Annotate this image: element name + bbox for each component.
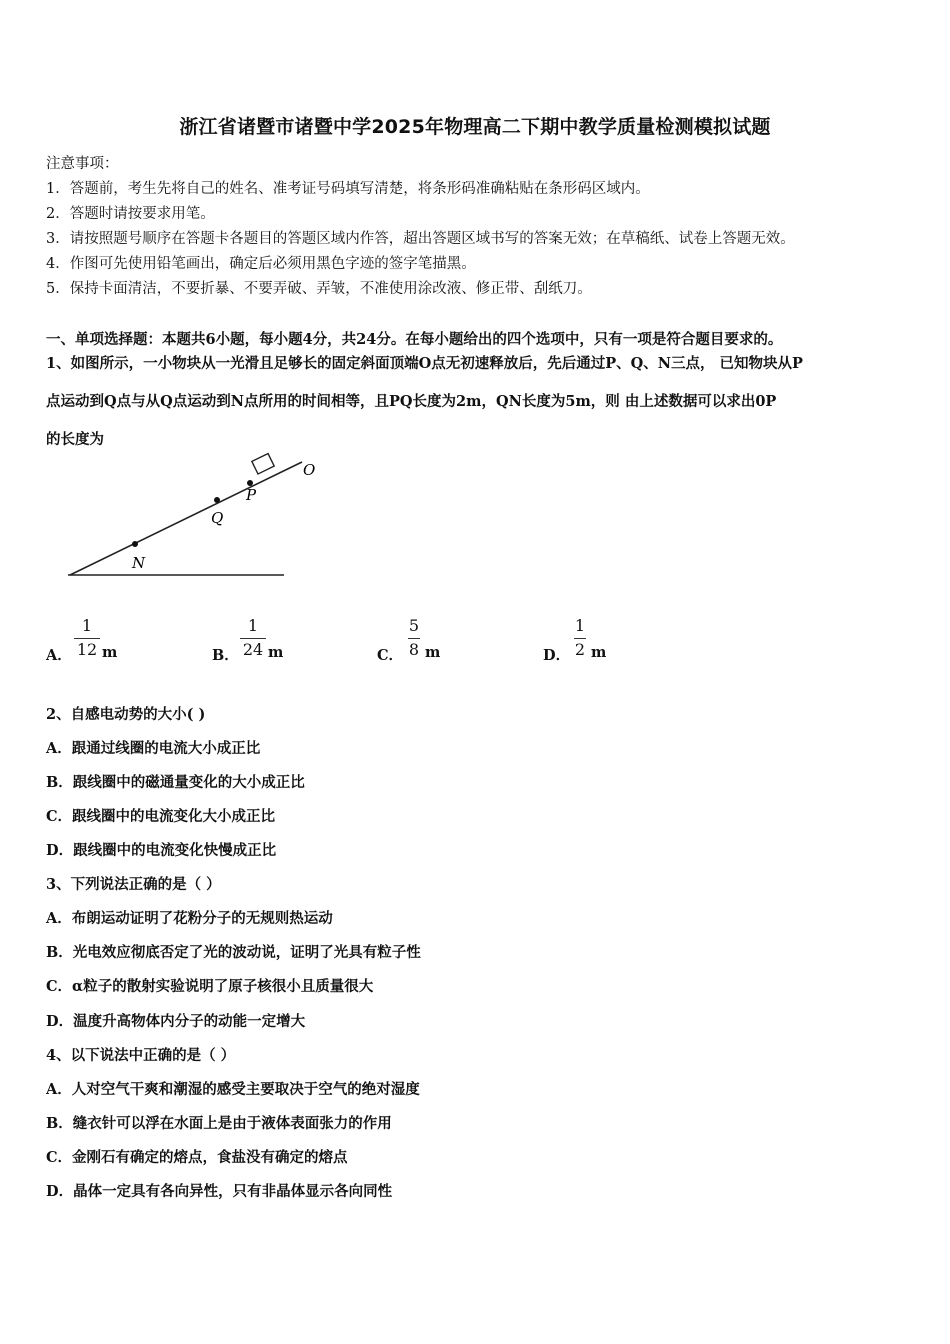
q1-stem-line: 点运动到Q点与从Q点运动到N点所用的时间相等，且PQ长度为2m，QN长度为5m，则 由上述数据可以求出0P — [46, 393, 777, 410]
notes-heading: 注意事项： — [46, 156, 119, 172]
q2-stem: 2、自感电动势的大小( ) — [46, 706, 206, 723]
q3-option-d[interactable]: D．温度升高物体内分子的动能一定增大 — [46, 1013, 306, 1030]
point-q — [214, 497, 220, 503]
q4-option-d[interactable]: D．晶体一定具有各向异性，只有非晶体显示各向同性 — [46, 1183, 393, 1200]
label-o: O — [303, 461, 316, 479]
q3-option-a[interactable]: A．布朗运动证明了花粉分子的无规则热运动 — [46, 910, 333, 927]
q3-stem: 3、下列说法正确的是（ ） — [46, 876, 221, 893]
q4-option-b[interactable]: B．缝衣针可以浮在水面上是由于液体表面张力的作用 — [46, 1115, 392, 1132]
option-letter: B． — [212, 647, 239, 664]
note-item: 3．请按照题号顺序在答题卡各题目的答题区域内作答，超出答题区域书写的答案无效；在草稿纸、试卷上答题无效。 — [46, 231, 795, 247]
option-letter: D． — [543, 647, 571, 664]
option-unit: m — [268, 644, 284, 661]
option-fraction: 1 12 — [74, 616, 100, 660]
option-unit: m — [425, 644, 441, 661]
option-letter: C． — [377, 647, 404, 664]
q1-stem-line: 1、如图所示，一小物块从一光滑且足够长的固定斜面顶端O点无初速释放后，先后通过P、Q、N三点， 已知物块从P — [46, 355, 803, 372]
q2-option-d[interactable]: D．跟线圈中的电流变化快慢成正比 — [46, 842, 277, 859]
option-unit: m — [102, 644, 118, 661]
note-item: 1．答题前，考生先将自己的姓名、准考证号码填写清楚，将条形码准确粘贴在条形码区域内。 — [46, 181, 650, 197]
q2-option-b[interactable]: B．跟线圈中的磁通量变化的大小成正比 — [46, 774, 305, 791]
q1-options — [46, 616, 746, 666]
label-p: P — [246, 486, 257, 504]
note-item: 2．答题时请按要求用笔。 — [46, 206, 215, 222]
label-n: N — [132, 554, 146, 572]
q4-option-c[interactable]: C．金刚石有确定的熔点，食盐没有确定的熔点 — [46, 1149, 348, 1166]
q2-option-a[interactable]: A．跟通过线圈的电流大小成正比 — [46, 740, 261, 757]
q1-stem-line: 的长度为 — [46, 431, 104, 448]
incline-figure — [60, 448, 350, 583]
q3-option-c[interactable]: C．α粒子的散射实验说明了原子核很小且质量很大 — [46, 978, 374, 995]
q4-stem: 4、以下说法中正确的是（ ） — [46, 1047, 236, 1064]
incline-line — [70, 462, 302, 575]
q3-option-b[interactable]: B．光电效应彻底否定了光的波动说，证明了光具有粒子性 — [46, 944, 421, 961]
option-unit: m — [591, 644, 607, 661]
label-q: Q — [211, 509, 224, 527]
block-icon — [252, 454, 274, 474]
note-item: 5．保持卡面清洁，不要折暴、不要弄破、弄皱，不准使用涂改液、修正带、刮纸刀。 — [46, 281, 592, 297]
section-heading: 一、单项选择题：本题共6小题，每小题4分，共24分。在每小题给出的四个选项中，只有一项是符合题目要求的。 — [46, 331, 783, 348]
point-n — [132, 541, 138, 547]
q2-option-c[interactable]: C．跟线圈中的电流变化大小成正比 — [46, 808, 276, 825]
q4-option-a[interactable]: A．人对空气干爽和潮湿的感受主要取决于空气的绝对湿度 — [46, 1081, 420, 1098]
option-fraction: 1 24 — [240, 616, 266, 660]
option-fraction: 5 8 — [408, 616, 420, 659]
option-fraction: 1 2 — [574, 616, 586, 659]
option-letter: A． — [46, 647, 72, 664]
note-item: 4．作图可先使用铅笔画出，确定后必须用黑色字迹的签字笔描黑。 — [46, 256, 476, 272]
page-title: 浙江省诸暨市诸暨中学2025年物理高二下期中教学质量检测模拟试题 — [179, 116, 771, 138]
